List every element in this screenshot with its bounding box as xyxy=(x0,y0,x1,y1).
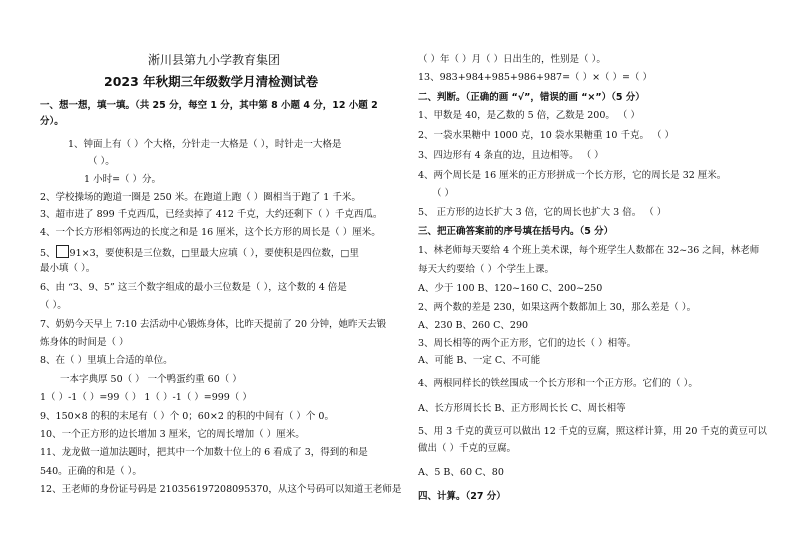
question-line: 10、一个正方形的边长增加 3 厘米，它的周长增加（ ）厘米。 xyxy=(40,429,305,440)
question-line: （ ）年（ ）月（ ）日出生的，性别是（ ）。 xyxy=(418,54,606,65)
question-line: 6、由 “3、9、5” 这三个数字组成的最小三位数是（ ），这个数的 4 倍是 xyxy=(40,282,347,293)
question-line: 12、王老师的身份证号码是 210356197208095370，从这个号码可以知道王老师是 xyxy=(40,484,402,495)
answer-options: A、230 B、260 C、290 xyxy=(418,320,529,331)
answer-options: A、长方形周长长 B、正方形周长长 C、周长相等 xyxy=(418,403,626,414)
question-line xyxy=(40,245,359,260)
question-line: 4、一个长方形相邻两边的长度之和是 16 厘米，这个长方形的周长是（ ）厘米。 xyxy=(40,227,381,238)
question-line: 1、林老师每天要给 4 个班上美术课，每个班学生人数都在 32~36 之间，林老师 xyxy=(418,245,760,256)
section-1-heading-cont: 分）。 xyxy=(40,116,64,127)
exam-title: 2023 年秋期三年级数学月清检测试卷 xyxy=(104,74,319,89)
question-line: 2、一袋水果糖中 1000 克，10 袋水果糖重 10 千克。 （ ） xyxy=(418,130,675,141)
blank-box xyxy=(56,245,69,258)
question-line: 每天大约要给（ ）个学生上课。 xyxy=(418,264,555,275)
question-number: 5、 xyxy=(40,248,56,259)
question-line: 1（ ）-1（ ）=99（ ） 1（ ）-1（ ）=999（ ） xyxy=(40,392,252,403)
answer-options: A、可能 B、一定 C、不可能 xyxy=(418,355,541,366)
question-line: 2、学校操场的跑道一圈是 250 米。在跑道上跑（ ）圈相当于跑了 1 千米。 xyxy=(40,192,361,203)
question-line: 540。正确的和是（ ）。 xyxy=(40,466,142,477)
question-line: 5、 正方形的边长扩大 3 倍，它的周长也扩大 3 倍。 （ ） xyxy=(418,207,667,218)
question-line: 最小填（ ）。 xyxy=(40,263,96,274)
question-line: 9、150×8 的积的末尾有（ ）个 0；60×2 的积的中间有（ ）个 0。 xyxy=(40,411,334,422)
question-line: 1、钟面上有（ ）个大格，分针走一大格是（ ），时针走一大格是 xyxy=(68,139,342,150)
question-line: 1 小时=（ ）分。 xyxy=(84,174,162,185)
section-3-heading: 三、把正确答案前的序号填在括号内。（5 分） xyxy=(418,226,614,237)
answer-options: A、5 B、60 C、80 xyxy=(418,467,504,478)
question-line: 做出（ ）千克的豆腐。 xyxy=(418,443,517,454)
question-line: 8、在（ ）里填上合适的单位。 xyxy=(40,355,173,366)
question-line: 4、两根同样长的铁丝围成一个长方形和一个正方形。它们的（ ）。 xyxy=(418,378,698,389)
question-line: 2、两个数的差是 230，如果这两个数都加上 30，那么差是（ ）。 xyxy=(418,302,697,313)
question-line: 3、四边形有 4 条直的边，且边相等。 （ ） xyxy=(418,150,604,161)
question-line: 1、甲数是 40，是乙数的 5 倍，乙数是 200。 （ ） xyxy=(418,110,640,121)
question-line: （ ）。 xyxy=(40,300,67,311)
answer-options: A、少于 100 B、120~160 C、200~250 xyxy=(418,283,603,294)
question-line: 3、超市进了 899 千克西瓜，已经卖掉了 412 千克，大约还剩下（ ）千克西瓜。 xyxy=(40,209,383,220)
question-line: 7、奶奶今天早上 7:10 去活动中心锻炼身体，比昨天提前了 20 分钟，她昨天去锻 xyxy=(40,319,387,330)
question-line: （ ） xyxy=(432,188,455,199)
question-line: 3、周长相等的两个正方形，它们的边长（ ）相等。 xyxy=(418,338,637,349)
question-line: 11、龙龙做一道加法题时，把其中一个加数十位上的 6 看成了 3，得到的和是 xyxy=(40,447,368,458)
question-line: 一本字典厚 50（ ） 一个鸭蛋约重 60（ ） xyxy=(60,374,242,385)
question-line: （ ）。 xyxy=(88,156,115,167)
section-2-heading: 二、判断。（正确的画 “√”，错误的画 “×”）（5 分） xyxy=(418,92,645,103)
question-line: 13、983+984+985+986+987=（ ）×（ ）=（ ） xyxy=(418,72,653,83)
question-line: 4、两个周长是 16 厘米的正方形拼成一个长方形，它的周长是 32 厘米。 xyxy=(418,170,727,181)
school-name: 淅川县第九小学教育集团 xyxy=(148,53,281,67)
section-1-heading: 一、想一想，填一填。（共 25 分，每空 1 分，其中第 8 小题 4 分，12 小题 2 xyxy=(40,100,378,111)
section-4-heading: 四、计算。（27 分） xyxy=(418,491,506,502)
question-line: 炼身体的时间是（ ） xyxy=(40,337,129,348)
question-text: 91×3，要使积是三位数，□里最大应填（ ），要使积是四位数，□里 xyxy=(69,248,359,259)
question-line: 5、用 3 千克的黄豆可以做出 12 千克的豆腐，照这样计算，用 20 千克的黄豆可以 xyxy=(418,426,767,437)
